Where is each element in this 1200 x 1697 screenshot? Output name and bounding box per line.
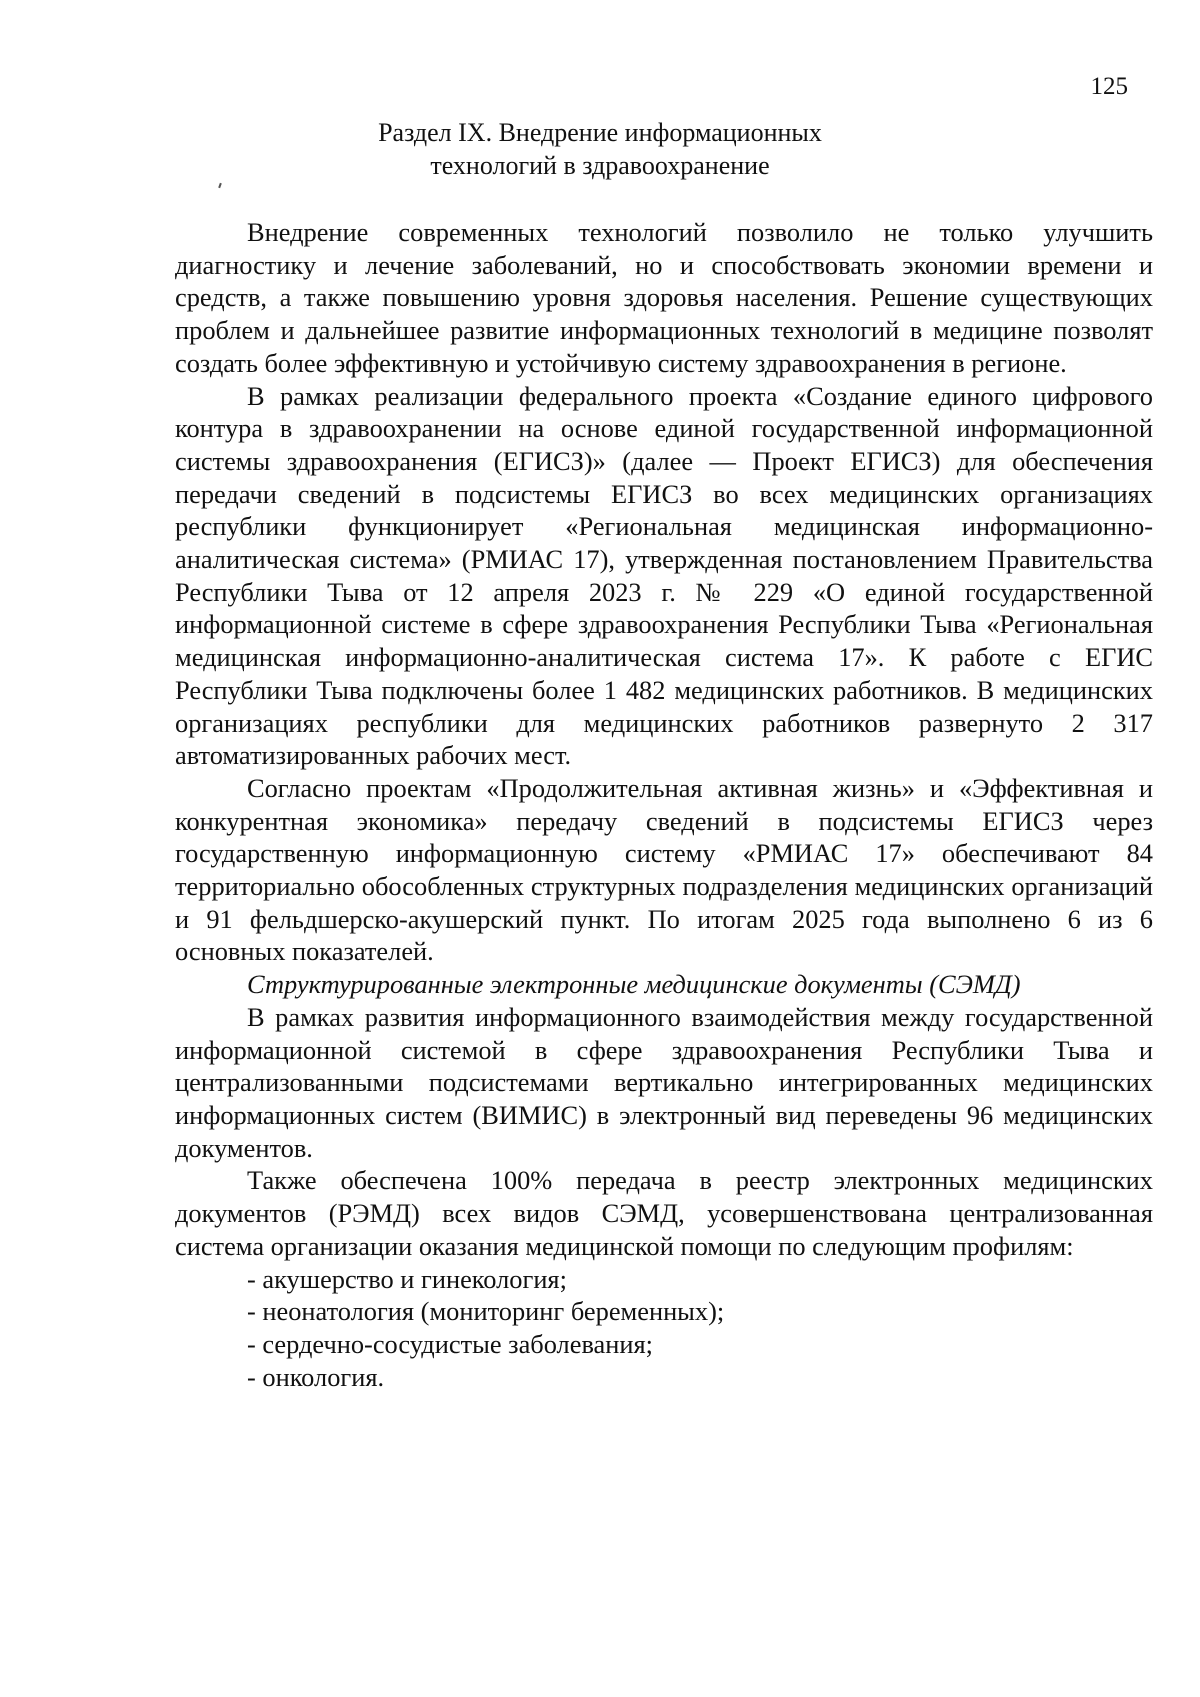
list-item: - акушерство и гинекология;: [247, 1263, 567, 1294]
subheading-semd: Структурированные электронные медицинские документы (СЭМД): [247, 969, 1021, 1000]
section-heading-line-1: Раздел IX. Внедрение информационных: [378, 118, 822, 147]
body-text: [175, 216, 1153, 1393]
section-heading: [0, 116, 1200, 182]
list-item: - сердечно-сосудистые заболевания;: [247, 1328, 653, 1359]
profile-list: [175, 1263, 1153, 1394]
paragraph-remd: Также обеспечена 100% передача в реестр электронных медицинских документов (РЭМД) всех видов СЭМД, усовершенствована централизованная система организации оказания медицинской помощи по следующим профилям:: [175, 1165, 1153, 1261]
paragraph-vimis: В рамках развития информационного взаимодействия между государственной информационной системой в сфере здравоохранения Республики Тыва и централизованными подсистемами вертикально интегрированных медицинских информационных систем (ВИМИС) в электронный вид переведены 96 медицинских документов.: [175, 1001, 1153, 1163]
list-item: - неонатология (мониторинг беременных);: [247, 1296, 725, 1327]
paragraph-projects: Согласно проектам «Продолжительная активная жизнь» и «Эффективная и конкурентная экономика» передачу сведений в подсистемы ЕГИСЗ через государственную информационную систему «РМИАС 17» обеспечивают 84 территориально обособленных структурных подразделения медицинских организаций и 91 фельдшерско-акушерский пункт. По итогам 2025 года выполнено 6 из 6 основных показателей.: [175, 772, 1153, 967]
section-heading-line-2: технологий в здравоохранение: [430, 151, 770, 180]
scan-artifact: [218, 183, 222, 188]
paragraph-intro: Внедрение современных технологий позволило не только улучшить диагностику и лечение заболеваний, но и способствовать экономии времени и средств, а также повышению уровня здоровья населения. Решение существующих проблем и дальнейшее развитие информационных технологий в медицине позволят создать более эффективную и устойчивую систему здравоохранения в регионе.: [175, 217, 1153, 378]
list-item: - онкология.: [247, 1361, 385, 1392]
paragraph-egisz-project: В рамках реализации федерального проекта «Создание единого цифрового контура в здравоохранении на основе единой государственной информационной системы здравоохранения (ЕГИСЗ)» (далее — Проект ЕГИСЗ) для обеспечения передачи сведений в подсистемы ЕГИСЗ во всех медицинских организациях республики функционирует «Региональная медицинская информационно-аналитическая система» (РМИАС 17), утвержденная постановлением Правительства Республики Тыва от 12 апреля 2023 г. № 229 «О единой государственной информационной системе в сфере здравоохранения Республики Тыва «Региональная медицинская информационно-аналитическая система 17». К работе с ЕГИС Республики Тыва подключены более 1 482 медицинских работников. В медицинских организациях республики для медицинских работников развернуто 2 317 автоматизированных рабочих мест.: [175, 380, 1153, 771]
page-number: 125: [1090, 73, 1128, 100]
